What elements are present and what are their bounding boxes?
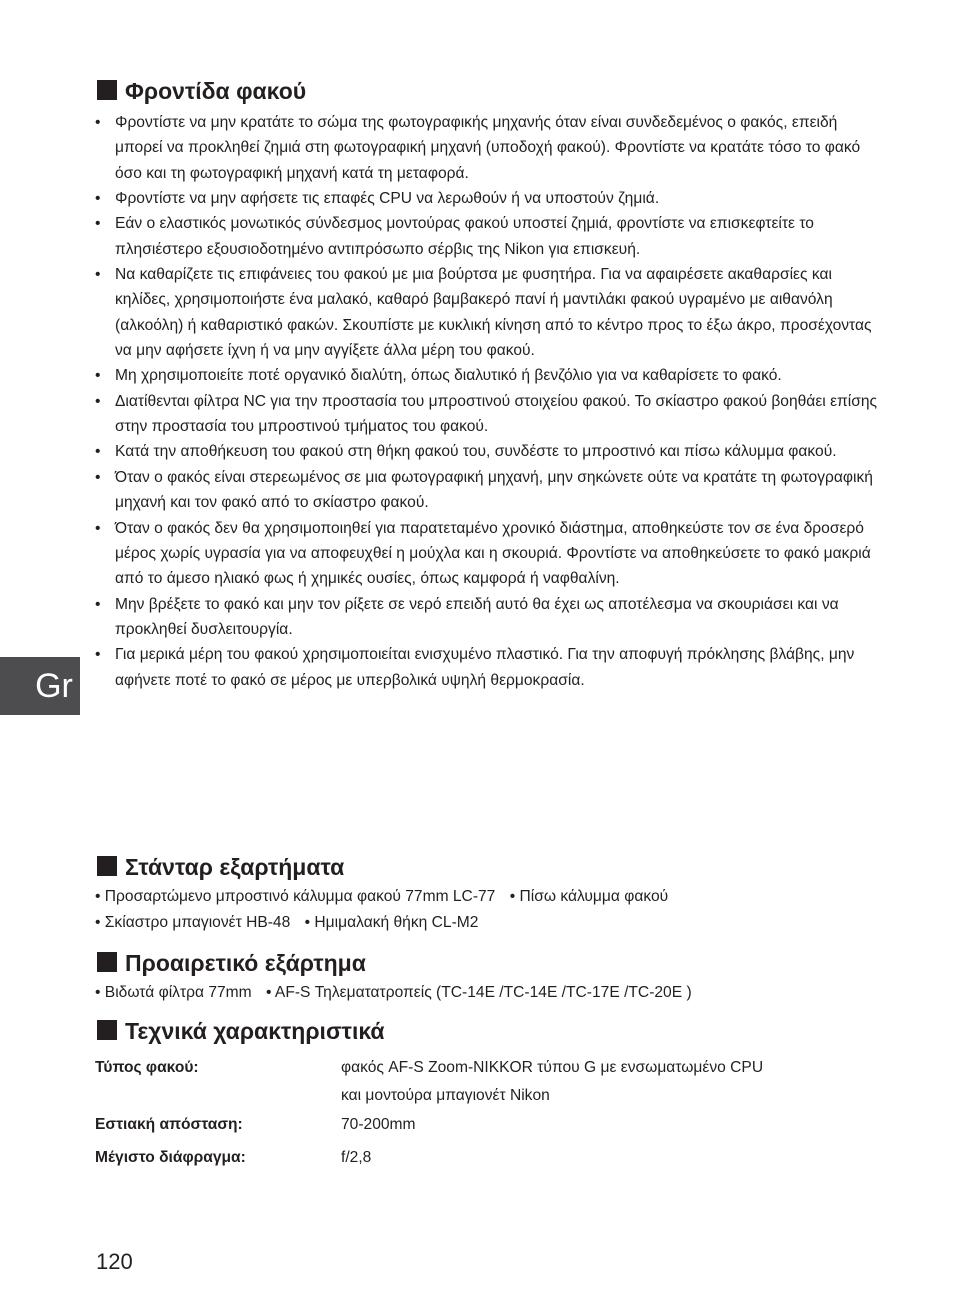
list-item: • Όταν ο φακός δεν θα χρησιμοποιηθεί για παρατεταμένο χρονικό διάστημα, αποθηκεύστε τον σε ένα δροσερό μέρος χωρίς υγρασία για να αποφευχθεί η μούχλα και η σκουριά. Φροντίστε να αποθηκεύσετε το φακό μακριά από το άμεσο ηλιακό φως ή χημικές ουσίες, όπως καμφορά ή ναφθαλίνη. xyxy=(95,516,885,592)
square-bullet-icon xyxy=(97,952,117,972)
spec-value: 70-200mm xyxy=(341,1116,416,1133)
spec-value: και μοντούρα μπαγιονέτ Nikon xyxy=(341,1087,550,1104)
standard-accessories-row xyxy=(95,914,488,932)
list-item: • Φροντίστε να μην αφήσετε τις επαφές CPU να λερωθούν ή να υποστούν ζημιά. xyxy=(95,186,885,211)
list-item: • Μη χρησιμοποιείτε ποτέ οργανικό διαλύτη, όπως διαλυτικό ή βενζόλιο για να καθαρίσετε το φακό. xyxy=(95,363,885,388)
standard-accessories-row xyxy=(95,888,678,906)
accessory-item: • AF-S Τηλεματατροπείς (TC-14E /TC-14E /TC-17E /TC-20E ) xyxy=(266,984,692,1001)
accessory-item: • Βιδωτά φίλτρα 77mm xyxy=(95,984,252,1001)
list-item: • Να καθαρίζετε τις επιφάνειες του φακού με μια βούρτσα με φυσητήρα. Για να αφαιρέσετε ακαθαρσίες και κηλίδες, χρησιμοποιήστε ένα μαλακό, καθαρό βαμβακερό πανί ή μαντιλάκι φακού υγραμένο με αιθανόλη (αλκοόλη) ή καθαριστικό φακών. Σκουπίστε με κυκλική κίνηση από το κέντρο προς το έξω άκρο, προσέχοντας να μην αφήσετε ίχνη ή να μην αγγίξετε άλλα μέρη του φακού. xyxy=(95,262,885,363)
page-number: 120 xyxy=(96,1249,133,1274)
section-heading-lens-care: Φροντίδα φακού xyxy=(97,78,306,105)
list-item: • Κατά την αποθήκευση του φακού στη θήκη φακού του, συνδέστε το μπροστινό και πίσω κάλυμμα φακού. xyxy=(95,439,885,464)
square-bullet-icon xyxy=(97,80,117,100)
optional-accessories-row xyxy=(95,984,702,1002)
language-tab: Gr xyxy=(0,657,80,715)
spec-label: Τύπος φακού: xyxy=(95,1059,199,1076)
accessory-item: • Πίσω κάλυμμα φακού xyxy=(509,888,669,905)
list-item: • Φροντίστε να μην κρατάτε το σώμα της φωτογραφικής μηχανής όταν είναι συνδεδεμένος ο φακός, επειδή μπορεί να προκληθεί ζημιά στη φωτογραφική μηχανή (υποδοχή φακού). Φροντίστε να κρατάτε τόσο το φακό όσο και τη φωτογραφική μηχανή κατά τη μεταφορά. xyxy=(95,110,885,186)
square-bullet-icon xyxy=(97,856,117,876)
section-heading-optional-accessory: Προαιρετικό εξάρτημα xyxy=(97,950,366,977)
lens-care-list xyxy=(95,110,885,693)
accessory-item: • Σκίαστρο μπαγιονέτ HB-48 xyxy=(95,914,291,931)
section-heading-specifications: Τεχνικά χαρακτηριστικά xyxy=(97,1018,385,1045)
spec-label: Εστιακή απόσταση: xyxy=(95,1116,243,1133)
spec-value: φακός AF-S Zoom-NIKKOR τύπου G με ενσωματωμένο CPU xyxy=(341,1059,764,1076)
list-item: • Για μερικά μέρη του φακού χρησιμοποιείται ενισχυμένο πλαστικό. Για την αποφυγή πρόκλησης βλάβης, μην αφήνετε ποτέ το φακό σε μέρος με υπερβολικά υψηλή θερμοκρασία. xyxy=(95,642,885,693)
list-item: • Εάν ο ελαστικός μονωτικός σύνδεσμος μοντούρας φακού υποστεί ζημιά, φροντίστε να επισκεφτείτε το πλησιέστερο εξουσιοδοτημένο αντιπρόσωπο σέρβις της Nikon για επισκευή. xyxy=(95,211,885,262)
spec-label: Μέγιστο διάφραγμα: xyxy=(95,1149,246,1166)
list-item: • Όταν ο φακός είναι στερεωμένος σε μια φωτογραφική μηχανή, μην σηκώνετε ούτε να κρατάτε τη φωτογραφική μηχανή και τον φακό από το σκίαστρο φακού. xyxy=(95,465,885,516)
section-heading-standard-accessories: Στάνταρ εξαρτήματα xyxy=(97,854,344,881)
list-item: • Μην βρέξετε το φακό και μην τον ρίξετε σε νερό επειδή αυτό θα έχει ως αποτέλεσμα να σκουριάσει και να προκληθεί δυσλειτουργία. xyxy=(95,592,885,643)
list-item: • Διατίθενται φίλτρα NC για την προστασία του μπροστινού στοιχείου φακού. Το σκίαστρο φακού βοηθάει επίσης στην προστασία του μπροστινού τμήματος του φακού. xyxy=(95,389,885,440)
accessory-item: • Ημιμαλακή θήκη CL-M2 xyxy=(304,914,479,931)
spec-value: f/2,8 xyxy=(341,1149,372,1166)
accessory-item: • Προσαρτώμενο μπροστινό κάλυμμα φακού 77mm LC-77 xyxy=(95,888,496,905)
square-bullet-icon xyxy=(97,1020,117,1040)
